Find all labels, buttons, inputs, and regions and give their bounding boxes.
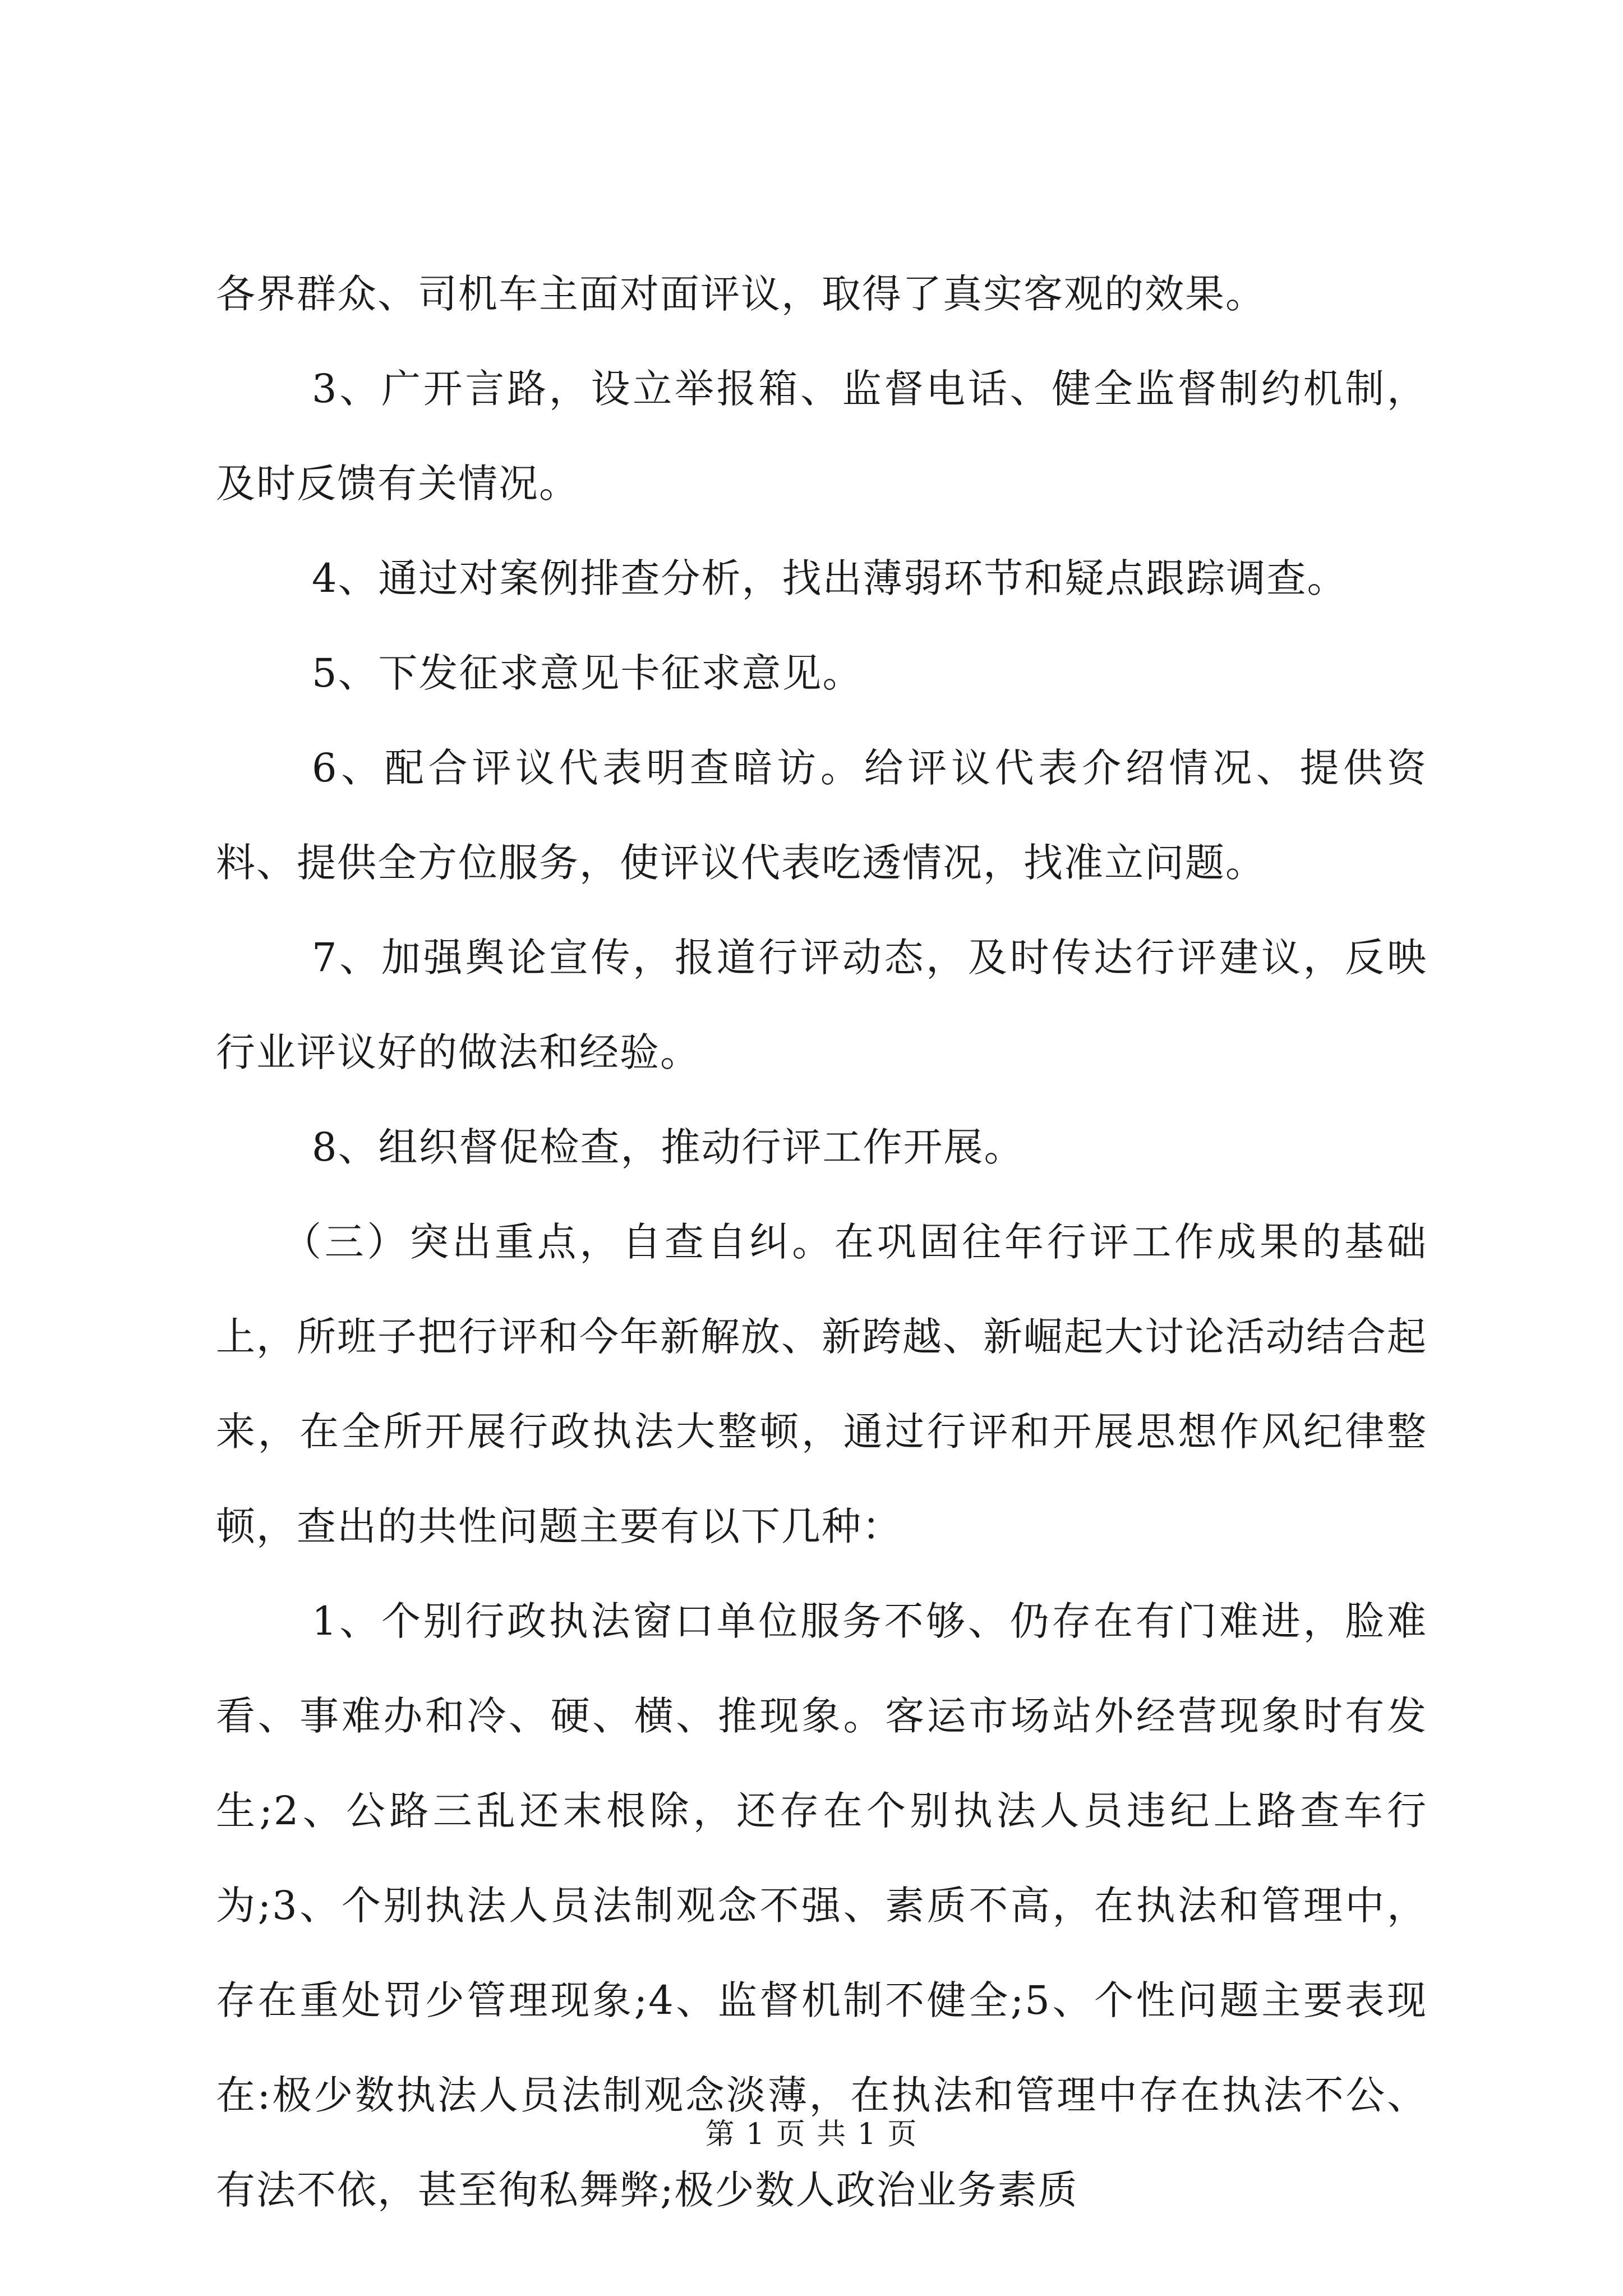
paragraph-item-4: 4、通过对案例排查分析，找出薄弱环节和疑点跟踪调查。 [312, 555, 1348, 601]
paragraph-item-3: 3、广开言路，设立举报箱、监督电话、健全监督制约机制，及时反馈有关情况。 [216, 366, 1427, 507]
paragraph-section-three: （三）突出重点，自查自纠。在巩固往年行评工作成果的基础上，所班子把行评和今年新解放、新跨越、新崛起大讨论活动结合起来，在全所开展行政执法大整顿，通过行评和开展思想作风纪律整顿，查出的共性问题主要有以下几种： [216, 1219, 1427, 1549]
paragraph-continuation: 各界群众、司机车主面对面评议，取得了真实客观的效果。 [216, 271, 1266, 317]
paragraph-item-8: 8、组织督促检查，推动行评工作开展。 [312, 1124, 1025, 1170]
paragraph-item-7: 7、加强舆论宣传，报道行评动态，及时传达行评建议，反映行业评议好的做法和经验。 [216, 935, 1427, 1075]
paragraph-item-5: 5、下发征求意见卡征求意见。 [312, 650, 863, 696]
paragraph-problems-list: 1、个别行政执法窗口单位服务不够、仍存在有门难进，脸难看、事难办和冷、硬、横、推现象。客运市场站外经营现象时有发生;2、公路三乱还末根除，还存在个别执法人员违纪上路查车行为;3、个别执法人员法制观念不强、素质不高，在执法和管理中，存在重处罚少管理现象;4、监督机制不健全;5、个性问题主要表现在:极少数执法人员法制观念淡薄，在执法和管理中存在执法不公、有法不依，甚至徇私舞弊;极少数人政治业务素质 [216, 1598, 1427, 2213]
document-body [216, 247, 1427, 2238]
paragraph-item-6: 6、配合评议代表明查暗访。给评议代表介绍情况、提供资料、提供全方位服务，使评议代表吃透情况，找准立问题。 [216, 745, 1427, 886]
page-footer: 第 1 页 共 1 页 [705, 2118, 918, 2151]
